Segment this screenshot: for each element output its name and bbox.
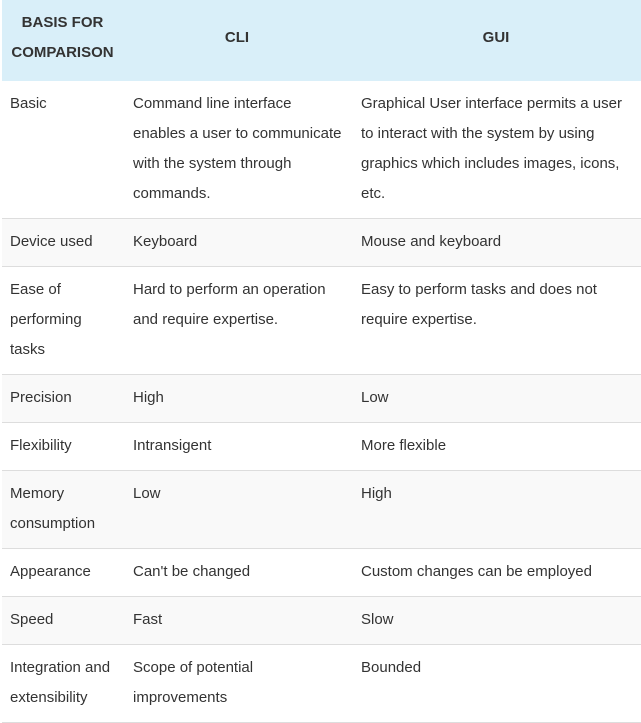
row-gui-cell: More flexible bbox=[351, 423, 641, 471]
header-basis-for-comparison bbox=[2, 0, 123, 81]
row-cli-cell: Scope of potential improvements bbox=[123, 645, 351, 723]
header-gui: GUI bbox=[351, 0, 641, 81]
row-cli-cell: Fast bbox=[123, 597, 351, 645]
table-header bbox=[2, 0, 641, 81]
row-gui-cell: Low bbox=[351, 375, 641, 423]
row-basis-cell: Memory consumption bbox=[2, 471, 123, 549]
row-basis-cell: Flexibility bbox=[2, 423, 123, 471]
row-basis-cell: Device used bbox=[2, 219, 123, 267]
table-row bbox=[2, 549, 641, 597]
row-cli-cell: Hard to perform an operation and require expertise. bbox=[123, 267, 351, 375]
table-row bbox=[2, 597, 641, 645]
table-row bbox=[2, 267, 641, 375]
row-cli-cell: Low bbox=[123, 471, 351, 549]
header-row bbox=[2, 0, 641, 81]
row-gui-cell: Graphical User interface permits a user to interact with the system by using graphics which includes images, icons, etc. bbox=[351, 81, 641, 219]
table-row bbox=[2, 375, 641, 423]
table-row bbox=[2, 471, 641, 549]
row-gui-cell: Custom changes can be employed bbox=[351, 549, 641, 597]
row-basis-cell: Basic bbox=[2, 81, 123, 219]
row-gui-cell: Mouse and keyboard bbox=[351, 219, 641, 267]
row-gui-cell: Slow bbox=[351, 597, 641, 645]
row-basis-cell: Speed bbox=[2, 597, 123, 645]
row-cli-cell: High bbox=[123, 375, 351, 423]
row-cli-cell: Command line interface enables a user to communicate with the system through commands. bbox=[123, 81, 351, 219]
header-basis-line1: BASIS FOR bbox=[21, 14, 104, 31]
row-cli-cell: Intransigent bbox=[123, 423, 351, 471]
row-basis-cell: Appearance bbox=[2, 549, 123, 597]
header-basis-line2: COMPARISON bbox=[11, 44, 114, 61]
row-basis-cell: Ease of performing tasks bbox=[2, 267, 123, 375]
cli-vs-gui-comparison-table bbox=[2, 0, 641, 723]
table-row bbox=[2, 219, 641, 267]
table-row bbox=[2, 81, 641, 219]
row-gui-cell: Easy to perform tasks and does not require expertise. bbox=[351, 267, 641, 375]
row-basis-cell: Integration and extensibility bbox=[2, 645, 123, 723]
row-cli-cell: Can't be changed bbox=[123, 549, 351, 597]
row-cli-cell: Keyboard bbox=[123, 219, 351, 267]
table-body bbox=[2, 81, 641, 723]
row-gui-cell: High bbox=[351, 471, 641, 549]
row-gui-cell: Bounded bbox=[351, 645, 641, 723]
table-row bbox=[2, 423, 641, 471]
header-cli: CLI bbox=[123, 0, 351, 81]
row-basis-cell: Precision bbox=[2, 375, 123, 423]
